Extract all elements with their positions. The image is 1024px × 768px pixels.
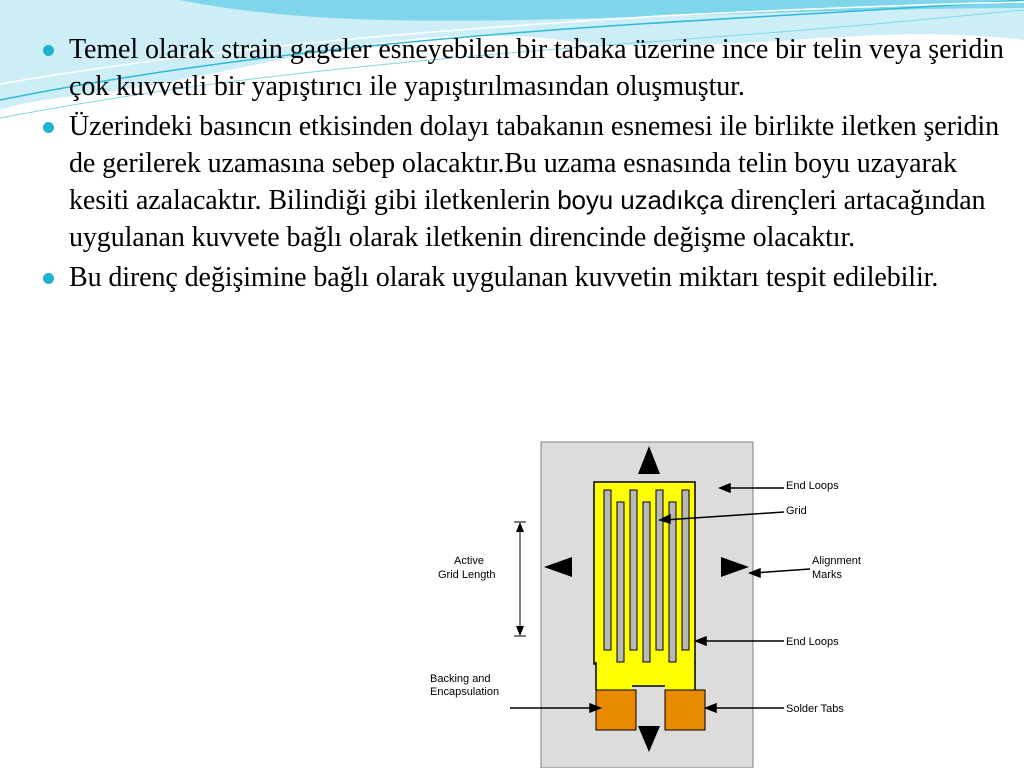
label-active: Active <box>454 555 484 567</box>
bullet-text-emphasis: boyu uzadıkça <box>557 185 724 215</box>
label-solder-tabs: Solder Tabs <box>786 703 844 715</box>
label-grid-length: Grid Length <box>438 569 496 581</box>
label-marks: Marks <box>812 569 842 581</box>
strain-gauge-diagram <box>424 436 886 768</box>
bullet-text-part: Üzerindeki basıncın etkisinden dolayı tabakanın esnemesi ile birlikte iletken şeridin de gerilerek uzamasına sebep olacaktır.Bu uzama esnasında telin boyu uzayarak kesiti azalacaktır. Bilindiği gibi iletkenlerin <box>69 111 1000 216</box>
bullet-dot-icon <box>43 45 54 56</box>
bullet-item <box>40 32 1015 105</box>
bullet-dot-icon <box>43 273 54 284</box>
label-backing: Backing and <box>430 673 491 685</box>
solder-tab-right <box>665 690 705 730</box>
label-alignment: Alignment <box>812 555 861 567</box>
bullet-item <box>40 260 1015 297</box>
label-end-loops-bottom: End Loops <box>786 636 839 648</box>
label-end-loops-top: End Loops <box>786 480 839 492</box>
bullet-dot-icon <box>43 122 54 133</box>
solder-tab-left <box>596 690 636 730</box>
bullet-text: Temel olarak strain gageler esneyebilen bir tabaka üzerine ince bir telin veya şeridin çok kuvvetli bir yapıştırıcı ile yapıştırılmasından oluşmuştur. <box>69 34 1004 102</box>
label-encapsulation: Encapsulation <box>430 686 500 698</box>
bullet-text: Bu direnç değişimine bağlı olarak uygulanan kuvvetin miktarı tespit edilebilir. <box>69 262 939 293</box>
label-grid: Grid <box>786 505 807 517</box>
bullet-item <box>40 109 1015 256</box>
bullet-text-part: dirençleri artacağından uygulanan kuvvete bağlı olarak iletkenin direncinde değişme olacaktır. <box>69 185 986 253</box>
slide-content <box>40 32 1015 301</box>
